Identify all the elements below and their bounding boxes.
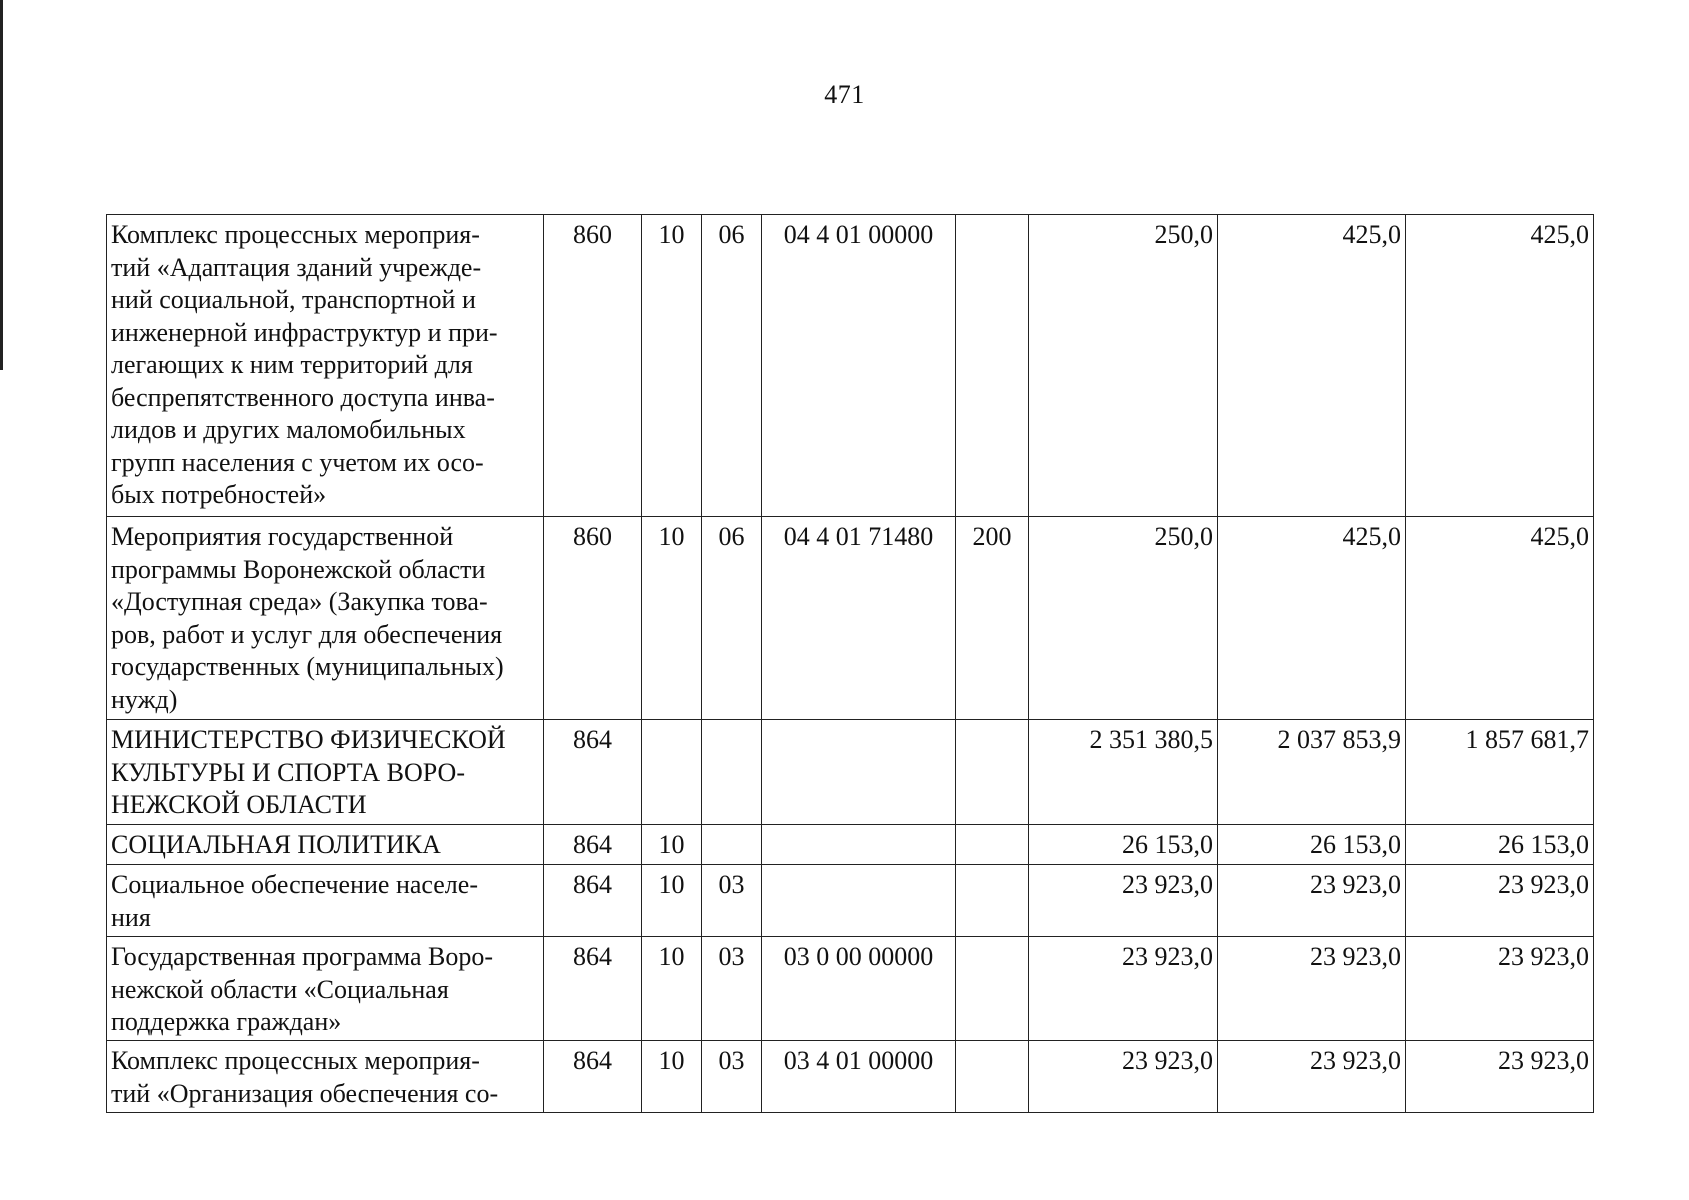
expense-type-cell: [956, 215, 1029, 517]
section-code-cell: 10: [642, 517, 702, 720]
subsection-code-cell: 03: [702, 937, 762, 1041]
row-name-cell: СОЦИАЛЬНАЯ ПОЛИТИКА: [107, 825, 544, 865]
amount-year3-cell: 23 923,0: [1406, 937, 1594, 1041]
grbs-code-cell: 864: [544, 1041, 642, 1113]
section-code-cell: 10: [642, 937, 702, 1041]
subsection-code-cell: [702, 720, 762, 825]
amount-year3-cell: 26 153,0: [1406, 825, 1594, 865]
amount-year1-cell: 23 923,0: [1029, 865, 1218, 937]
expense-type-cell: [956, 865, 1029, 937]
section-code-cell: 10: [642, 825, 702, 865]
table-row: [107, 1041, 1594, 1113]
table-row: [107, 215, 1594, 517]
amount-year1-cell: 250,0: [1029, 215, 1218, 517]
table-row: [107, 865, 1594, 937]
grbs-code-cell: 860: [544, 215, 642, 517]
amount-year2-cell: 23 923,0: [1218, 937, 1406, 1041]
expense-type-cell: [956, 937, 1029, 1041]
expense-type-cell: [956, 720, 1029, 825]
table-row: [107, 937, 1594, 1041]
amount-year2-cell: 26 153,0: [1218, 825, 1406, 865]
amount-year1-cell: 250,0: [1029, 517, 1218, 720]
amount-year3-cell: 1 857 681,7: [1406, 720, 1594, 825]
amount-year1-cell: 23 923,0: [1029, 937, 1218, 1041]
row-name-cell: Комплекс процессных мероприя- тий «Адаптация зданий учрежде- ний социальной, транспортной и инженерной инфраструктур и при- легающих к ним территорий для беспрепятственного доступа инва- лидов и других маломобильных групп населения с учетом их осо- бых потребностей»: [107, 215, 544, 517]
subsection-code-cell: 06: [702, 517, 762, 720]
budget-table: [106, 214, 1594, 1113]
amount-year2-cell: 23 923,0: [1218, 1041, 1406, 1113]
target-article-cell: 03 0 00 00000: [762, 937, 956, 1041]
expense-type-cell: 200: [956, 517, 1029, 720]
table-row: [107, 720, 1594, 825]
subsection-code-cell: 06: [702, 215, 762, 517]
row-name-cell: МИНИСТЕРСТВО ФИЗИЧЕСКОЙ КУЛЬТУРЫ И СПОРТА ВОРО- НЕЖСКОЙ ОБЛАСТИ: [107, 720, 544, 825]
grbs-code-cell: 864: [544, 865, 642, 937]
expense-type-cell: [956, 825, 1029, 865]
amount-year1-cell: 26 153,0: [1029, 825, 1218, 865]
section-code-cell: 10: [642, 215, 702, 517]
section-code-cell: 10: [642, 865, 702, 937]
amount-year1-cell: 2 351 380,5: [1029, 720, 1218, 825]
section-code-cell: [642, 720, 702, 825]
subsection-code-cell: [702, 825, 762, 865]
row-name-cell: Государственная программа Воро- нежской области «Социальная поддержка граждан»: [107, 937, 544, 1041]
grbs-code-cell: 864: [544, 825, 642, 865]
amount-year3-cell: 23 923,0: [1406, 865, 1594, 937]
amount-year2-cell: 2 037 853,9: [1218, 720, 1406, 825]
amount-year2-cell: 23 923,0: [1218, 865, 1406, 937]
amount-year3-cell: 425,0: [1406, 517, 1594, 720]
target-article-cell: 03 4 01 00000: [762, 1041, 956, 1113]
table-row: [107, 825, 1594, 865]
target-article-cell: [762, 825, 956, 865]
amount-year2-cell: 425,0: [1218, 215, 1406, 517]
expense-type-cell: [956, 1041, 1029, 1113]
table-row: [107, 517, 1594, 720]
amount-year3-cell: 23 923,0: [1406, 1041, 1594, 1113]
row-name-cell: Комплекс процессных мероприя- тий «Организация обеспечения со-: [107, 1041, 544, 1113]
scan-edge-line: [0, 0, 3, 370]
row-name-cell: Социальное обеспечение населе- ния: [107, 865, 544, 937]
subsection-code-cell: 03: [702, 1041, 762, 1113]
target-article-cell: 04 4 01 00000: [762, 215, 956, 517]
target-article-cell: [762, 720, 956, 825]
grbs-code-cell: 864: [544, 720, 642, 825]
section-code-cell: 10: [642, 1041, 702, 1113]
amount-year3-cell: 425,0: [1406, 215, 1594, 517]
grbs-code-cell: 864: [544, 937, 642, 1041]
amount-year1-cell: 23 923,0: [1029, 1041, 1218, 1113]
subsection-code-cell: 03: [702, 865, 762, 937]
amount-year2-cell: 425,0: [1218, 517, 1406, 720]
page-number: 471: [824, 80, 865, 109]
target-article-cell: [762, 865, 956, 937]
row-name-cell: Мероприятия государственной программы Воронежской области «Доступная среда» (Закупка това- ров, работ и услуг для обеспечения государственных (муниципальных) нужд): [107, 517, 544, 720]
target-article-cell: 04 4 01 71480: [762, 517, 956, 720]
grbs-code-cell: 860: [544, 517, 642, 720]
